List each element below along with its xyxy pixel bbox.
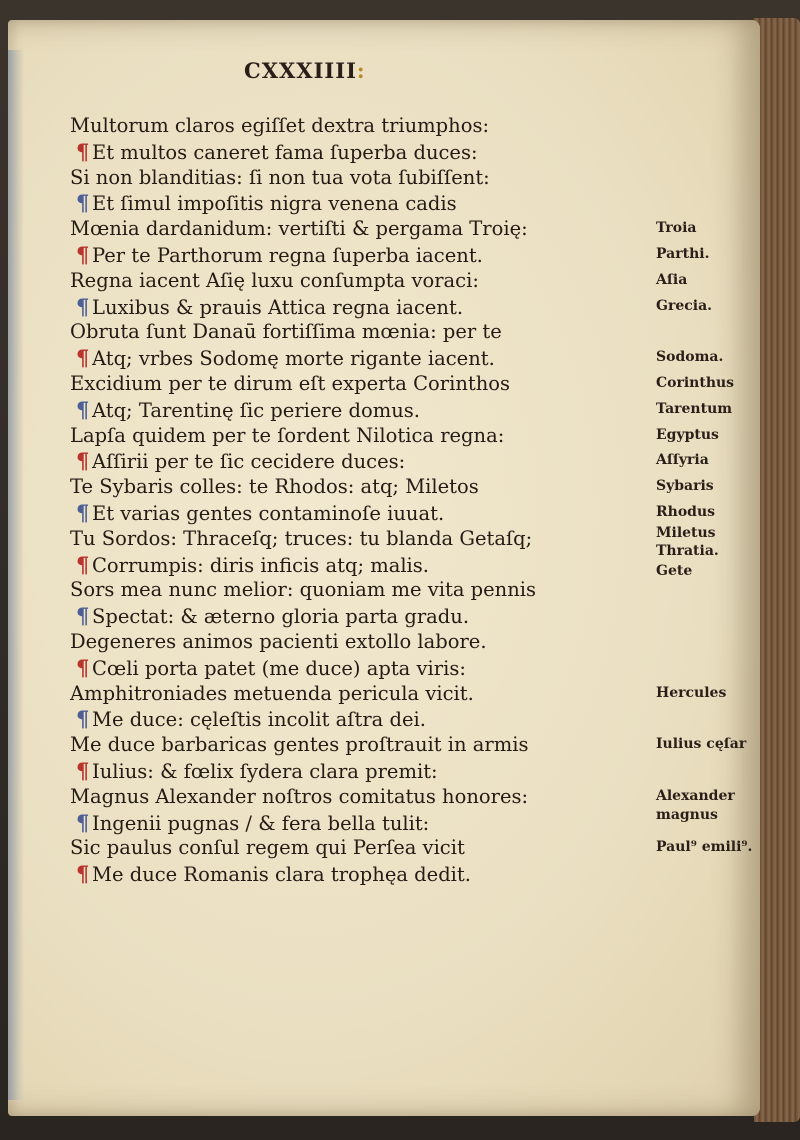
verse-line — [70, 732, 570, 758]
verse-text: Per te Parthorum regna ſuperba iacent. — [92, 243, 483, 267]
verse-line — [70, 526, 570, 552]
pilcrow-mark-icon: ¶ — [76, 293, 90, 319]
verse-text: Spectat: & æterno gloria parta gradu. — [92, 605, 470, 629]
marginal-gloss: Aſia — [656, 271, 688, 288]
marginal-gloss: Aſſyria — [656, 452, 709, 469]
verse-text: Si non blanditias: ſi non tua vota ſubiſſent: — [70, 165, 490, 189]
verse-text: Aſſirii per te ſic cecidere duces: — [92, 450, 406, 474]
marginal-gloss: Iulius cęſar — [656, 736, 747, 753]
verse-line — [70, 345, 570, 371]
marginal-gloss: Gete — [656, 563, 693, 580]
pilcrow-mark-icon: ¶ — [76, 396, 90, 422]
verse-text: Sic paulus conſul regem qui Perſea vicit — [70, 836, 465, 860]
verse-text: Et varias gentes contaminoſe iuuat. — [92, 501, 445, 525]
pilcrow-mark-icon: ¶ — [76, 654, 90, 680]
marginal-gloss: Grecia. — [656, 297, 713, 314]
pilcrow-mark-icon: ¶ — [76, 757, 90, 783]
verse-line — [70, 810, 570, 836]
verse-line — [70, 397, 570, 423]
verse-line — [70, 113, 570, 139]
verse-text: Me duce: cęleſtis incolit aſtra dei. — [92, 708, 426, 732]
marginal-gloss: Troia — [656, 220, 697, 237]
verse-text: Cœli porta patet (me duce) apta viris: — [92, 656, 466, 680]
verse-line — [70, 681, 570, 707]
verse-line — [70, 474, 570, 500]
verse-line — [70, 835, 570, 861]
verse-text: Atq; Tarentinę ſic periere domus. — [92, 398, 420, 422]
marginal-gloss: Corinthus — [656, 375, 735, 391]
verse-line — [70, 448, 570, 474]
verse-line — [70, 577, 570, 603]
folio-number: CXXXIIII: — [244, 58, 366, 83]
verse-text: Corrumpis: diris inficis atq; malis. — [92, 553, 430, 577]
verse-line — [70, 268, 570, 294]
verse-text: Regna iacent Aſię luxu conſumpta voraci: — [70, 268, 479, 292]
verse-line — [70, 500, 570, 526]
verse-text: Iulius: & fœlix ſydera clara premit: — [92, 759, 438, 783]
verse-line — [70, 216, 570, 242]
verse-line — [70, 319, 570, 345]
verse-line — [70, 629, 570, 655]
verse-line — [70, 371, 570, 397]
verse-line — [70, 165, 570, 191]
verse-line — [70, 706, 570, 732]
verse-text: Me duce barbaricas gentes proſtrauit in armis — [70, 733, 529, 757]
verse-column — [70, 113, 753, 887]
verse-text: Atq; vrbes Sodomę morte rigante iacent. — [92, 347, 495, 371]
verse-text: Obruta ſunt Danaū fortiſſima mœnia: per te — [70, 320, 502, 344]
pilcrow-mark-icon: ¶ — [76, 138, 90, 164]
verse-line — [70, 423, 570, 449]
pilcrow-mark-icon: ¶ — [76, 241, 90, 267]
marginal-gloss: Parthi. — [656, 246, 710, 262]
verse-line — [70, 655, 570, 681]
pilcrow-mark-icon: ¶ — [76, 861, 90, 887]
pilcrow-mark-icon: ¶ — [76, 190, 90, 216]
verse-text: Amphitroniades metuenda pericula vicit. — [70, 681, 474, 705]
verse-text: Excidium per te dirum eſt experta Corinthos — [70, 371, 511, 395]
verse-line — [70, 190, 570, 216]
verse-text: Me duce Romanis clara trophęa dedit. — [92, 863, 471, 887]
book-page-edges — [754, 18, 800, 1122]
marginal-gloss: Tarentum — [656, 400, 733, 417]
verse-text: Et multos caneret fama ſuperba duces: — [92, 140, 478, 164]
marginal-gloss: Paul⁹ emili⁹. — [656, 839, 753, 856]
verse-text: Magnus Alexander noſtros comitatus honores: — [70, 784, 529, 808]
verse-text: Mœnia dardanidum: vertiſti & pergama Troię: — [70, 217, 528, 241]
marginal-gloss: Alexander — [656, 787, 735, 804]
pilcrow-mark-icon: ¶ — [76, 345, 90, 371]
marginal-gloss: Hercules — [656, 684, 727, 701]
verse-line — [70, 784, 570, 810]
pilcrow-mark-icon: ¶ — [76, 448, 90, 474]
verse-line — [70, 139, 570, 165]
verse-text: Tu Sordos: Thraceſq; truces: tu blanda Getaſq; — [70, 526, 533, 550]
verse-line — [70, 242, 570, 268]
verse-text: Lapſa quidem per te ſordent Nilotica regna: — [70, 423, 505, 447]
verse-line — [70, 861, 570, 887]
verse-text: Te Sybaris colles: te Rhodos: atq; Miletos — [70, 475, 479, 499]
page-gutter-shadow — [8, 50, 24, 1100]
verse-text: Et ſimul impoſitis nigra venena cadis — [92, 192, 457, 216]
pilcrow-mark-icon: ¶ — [76, 809, 90, 835]
verse-line — [70, 603, 570, 629]
pilcrow-mark-icon: ¶ — [76, 603, 90, 629]
marginal-gloss: magnus — [656, 807, 718, 824]
marginal-gloss: Sybaris — [656, 478, 714, 495]
marginal-gloss: Egyptus — [656, 426, 719, 443]
marginal-gloss: Rhodus — [656, 504, 716, 520]
pilcrow-mark-icon: ¶ — [76, 551, 90, 577]
marginal-gloss: Sodoma. — [656, 349, 724, 366]
verse-text: Degeneres animos pacienti extollo labore. — [70, 629, 487, 653]
verse-text: Sors mea nunc melior: quoniam me vita pennis — [70, 578, 537, 602]
verse-line — [70, 552, 570, 578]
verse-text: Multorum claros egiſſet dextra triumphos: — [70, 114, 490, 137]
pilcrow-mark-icon: ¶ — [76, 499, 90, 525]
pilcrow-mark-icon: ¶ — [76, 706, 90, 732]
verse-text: Luxibus & prauis Attica regna iacent. — [92, 295, 464, 319]
marginal-gloss: Thratia. — [656, 542, 719, 559]
verse-line — [70, 294, 570, 320]
verse-text: Ingenii pugnas / & fera bella tulit: — [92, 811, 430, 835]
marginal-gloss: Miletus — [656, 524, 716, 541]
verse-line — [70, 758, 570, 784]
